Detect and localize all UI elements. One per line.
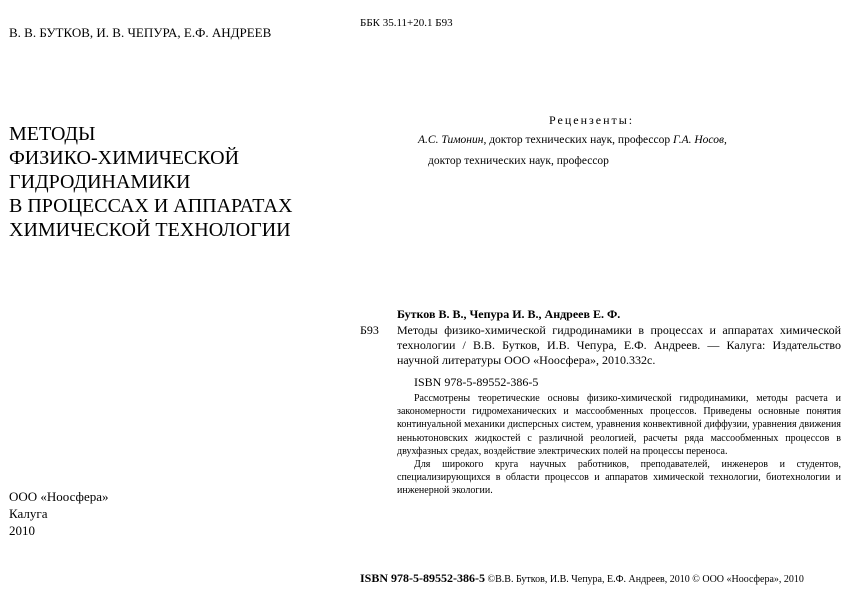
copyright-footer (360, 571, 840, 586)
reviewer-2-name: Г.А. Носов, (673, 134, 727, 146)
book-authors: В. В. БУТКОВ, И. В. ЧЕПУРА, Е.Ф. АНДРЕЕВ (9, 25, 272, 40)
footer-isbn: ISBN 978-5-89552-386-5 (360, 571, 485, 585)
bbk-code: ББК 35.11+20.1 Б93 (360, 17, 453, 29)
abstract (397, 392, 841, 498)
reviewers-line-1 (418, 134, 727, 146)
bibliographic-authors: Бутков В. В., Чепура И. В., Андреев Е. Ф. (397, 307, 621, 321)
reviewer-1-name: А.С. Тимонин, (418, 134, 487, 146)
title-line: ХИМИЧЕСКОЙ ТЕХНОЛОГИИ (9, 219, 291, 241)
title-line: ГИДРОДИНАМИКИ (9, 171, 191, 193)
book-title (9, 122, 329, 242)
bibliographic-code: Б93 (360, 323, 379, 337)
bibliographic-description: Методы физико-химической гидродинамики в процессах и аппаратах химической технологии / В.В. Бутков, И.В. Чепура, Е.Ф. Андреев. — Калуга: Издательство научной литературы ООО «Ноосфера», 2010.332с. (397, 323, 841, 367)
isbn: ISBN 978-5-89552-386-5 (414, 375, 539, 389)
title-line: МЕТОДЫ (9, 123, 96, 145)
reviewer-1-title: доктор технических наук, профессор (486, 134, 674, 146)
publisher-block (9, 488, 109, 539)
reviewers-heading: Рецензенты: (549, 113, 635, 127)
footer-copyright: ©В.В. Бутков, И.В. Чепура, Е.Ф. Андреев, 2010 © ООО «Ноосфера», 2010 (485, 574, 804, 585)
publication-year: 2010 (9, 523, 35, 538)
abstract-paragraph: Для широкого круга научных работников, преподавателей, инженеров и студентов, специализирующихся в области процессов и аппаратов химической технологии, биотехнологии и инженерной экологии. (397, 459, 841, 497)
title-line: В ПРОЦЕССАХ И АППАРАТАХ (9, 195, 293, 217)
publisher-city: Калуга (9, 506, 48, 521)
title-line: ФИЗИКО-ХИМИЧЕСКОЙ (9, 147, 240, 169)
abstract-paragraph: Рассмотрены теоретические основы физико-химической гидродинамики, методы расчета и закономерности гидромеханических и массообменных процессов. Приведены основные понятия континуальной механики дисперсных систем, уравнения конвективной диффузии, уравнения движения неньютоновских жидкостей с различной реологией, расчеты ряда массообменных процессов в двухфазных средах, воздействие электрических полей на процессы переноса. (397, 393, 841, 457)
publisher-name: ООО «Ноосфера» (9, 489, 109, 504)
reviewer-2-title: доктор технических наук, профессор (428, 155, 609, 167)
